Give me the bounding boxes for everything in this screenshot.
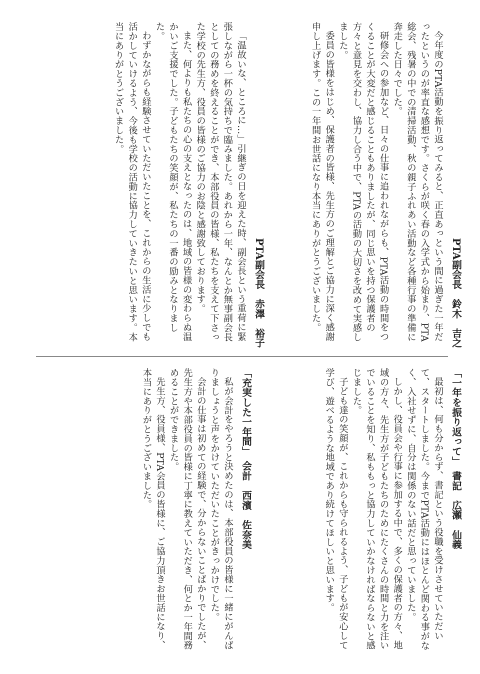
section-title: 「一年を振り返って」 書記 広瀬 仙義 [450,368,461,550]
section-treasurer-nishihama [52,368,252,654]
section-title: 「充実した一年間」 会計 西濱 佐奈美 [240,368,251,550]
section-divider [36,356,448,357]
paragraph: 先生方、役員様、PTA会員の皆様に、ご協力頂きお世話になり、本当にありがとうございました。 [140,368,166,651]
paragraph: 私が会計をやろうと決めたのは、本部役員の皆様に一緒にがんばりましょうと声をかけていただいたことがきっかけでした。 [208,368,233,650]
paragraph: 「温故いな、ところに…」引継ぎの日を迎えた時、副会長という重荷に緊張しながら一杯の気持ちで臨みました。あれから一年、なんとか無事副会長としての務めを終えることができ、本部役員の皆様、私たちを支えて下さった学校の先生方、役員の皆様のご協力のお陰と感謝致しております。 [194,22,246,342]
section-secretary-hirose [262,368,462,654]
section-body [308,22,444,348]
section-title: PTA副会長 赤澤 裕子 [253,238,264,348]
paragraph: 子ども達の笑顔が、これからも守られるよう、子どもが安心して学び、遊べるような地域であり続けてほしいと思います。 [323,368,348,650]
section-title: PTA副会長 鈴木 吉之 [450,238,461,348]
paragraph: 今年度のPTA活動を振り返ってみると、正直あっという間に過ぎた一年だったというのが率直な感想です。さくらが咲く春の入学式から始まり、PTA総会、残暑の中での清掃活動、秋の親子ふれあい活動など各種行事の準備に奔走した日々でした。 [391,22,443,342]
paragraph: 研修会への参加など、日々の仕事に追われながらも、PTA活動の時間をつくることが大変だと感じることもありましたが、同じ思いを持つ保護者の方々と意見を交わし、協力し合う中で、PTAの活動の大切さを改めて実感しました。 [336,22,389,342]
paragraph: しかし、役員会や行事に参加する中で、多くの保護者の方々、地域の方々、先生方が子どもたちのためにたくさんの時間と力を注いでいることを知り、私ももっと協力していかなければならないと感じました。 [350,368,403,650]
paragraph: 委員の皆様をはじめ、保護者の皆様、先生方のご理解とご協力に深く感謝申し上げます。この一年間お世話になり本当にありがとうございました。 [309,22,335,342]
section-vice-president-akazawa [50,22,265,348]
paragraph: わずかながらも経験させていただいたことを、これからの生活に少しでも活かしていけるよう、今後も学校の活動に協力していきたいと思います。本当にありがとうございました。 [112,22,151,342]
paragraph: 最初は、何も分からず、書記という役職を受けさせていただいて、スタートしました。今までPTA活動にはほとんど関わる事がなく、入社せずに、自分は関係のない話だと思っていました。 [404,368,443,651]
section-body [139,368,234,654]
paragraph: 会計の仕事は初めての経験で、分からないことばかりでしたが、先生方や本部役員の皆様に丁寧に教えていただき、何とか一年間務めることができました。 [167,368,206,650]
section-body [322,368,444,654]
paragraph: また、何よりも私たちの心の支えとなったのは、地域の皆様の変わらぬ温かいご支援でした。子どもたちの笑顔が、私たちの一番の励みとなりました。 [153,22,192,342]
section-vice-president-suzuki [272,22,462,348]
section-body [111,22,247,348]
